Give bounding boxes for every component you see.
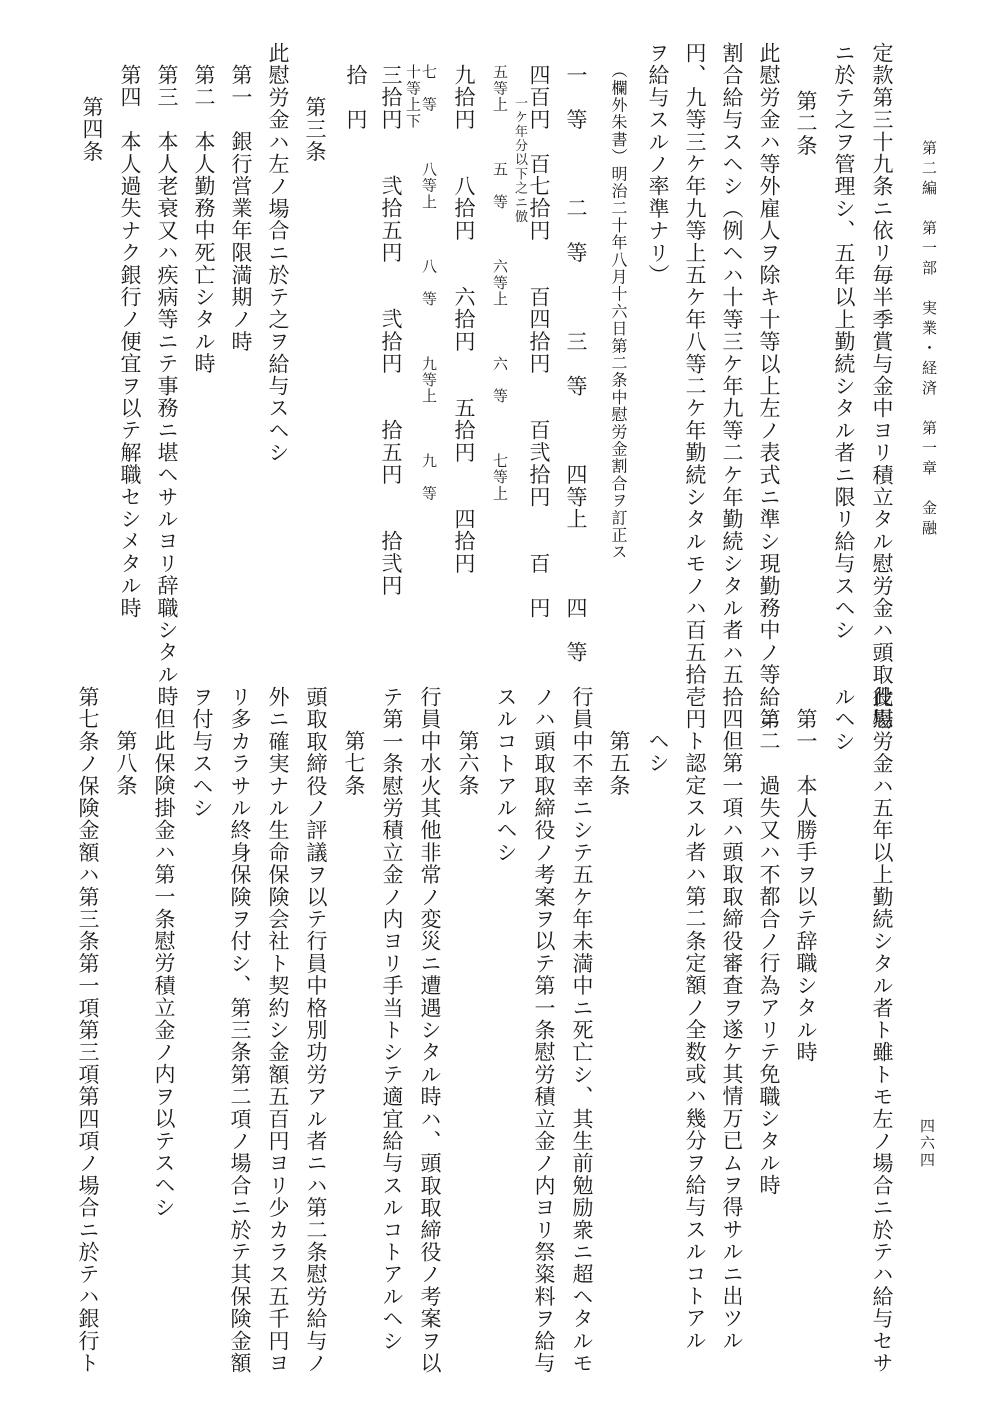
article-heading: 第三条 [303,96,327,163]
article-heading: 第四条 [80,96,104,163]
text-line: 外ニ確実ナル生命保険会社ト契約シ金額五百円ヨリ少カラス五千円ヨ [266,686,290,1375]
text-line: スルコトアルヘシ [494,686,518,864]
text-line: 此慰労金ハ等外雇人ヲ除キ十等以上左ノ表式ニ準シ現勤務中ノ等給ニ [757,42,781,731]
text-line: 第七条ノ保険金額ハ第三条第一項第三項第四項ノ場合ニ於テハ銀行ト [76,686,100,1375]
text-line: ト認定スル者ハ第二条定額ノ全数或ハ幾分ヲ給与スルコトアル [683,730,707,1352]
table-column: 七 等 八等上 八 等 九等上 九 等 [420,64,438,502]
text-line: ノハ頭取取締役ノ考案ヲ以テ第一条慰労積立金ノ内ヨリ祭粢料ヲ給与 [532,686,556,1375]
text-line: 此慰労金ハ五年以上勤続シタル者ト雖トモ左ノ場合ニ於テハ給与セサ [870,686,894,1375]
text-line: ニ於テ之ヲ管理シ、五年以上勤続シタル者ニ限リ給与スヘシ [832,42,856,642]
text-line: テ第一条慰労積立金ノ内ヨリ手当トシテ適宜給与スルコトアルヘシ [380,686,404,1352]
list-item: 第一 本人勝手ヲ以テ辞職シタル時 [794,708,818,1064]
text-line: 此慰労金ハ左ノ場合ニ於テ之ヲ給与スヘシ [266,42,290,464]
table-column: 拾 円 [344,64,368,131]
list-item: 第二 本人勤務中死亡シタル時 [192,64,216,375]
text-line: 定款第三十九条ニ依リ毎半季賞与金中ヨリ積立タル慰労金ハ頭取役場 [870,42,894,731]
table-note: 一ケ年分以下之ニ倣 [512,96,527,224]
text-line: 行員中不幸ニシテ五ケ年未満中ニ死亡シ、其生前勉励衆ニ超ヘタルモ [570,686,594,1375]
table-column: 九拾円 八拾円 六拾円 五拾円 四拾円 [452,64,476,575]
text-line: ルヘシ [832,686,856,753]
running-head: 第二編 第一部 実業・経済 第一章 金融 [920,140,938,540]
text-line: 頭取取締役ノ評議ヲ以テ行員中格別功労アル者ニハ第二条慰労給与ノ [304,686,328,1375]
text-line: 割合給与スヘシ（例ヘハ十等三ケ年九等二ケ年勤続シタル者ハ五拾四 [720,42,744,731]
table-column: 十等上下 [404,64,422,129]
table-column: 一 等 二 等 三 等 四等上 四 等 [564,64,588,664]
list-item: 第四 本人過失ナク銀行ノ便宜ヲ以テ解職セシメタル時 [118,64,142,619]
text-line: ヲ付与スヘシ [190,686,214,820]
article-heading: 第六条 [456,730,480,797]
article-heading: 第八条 [114,730,138,797]
article-heading: 第二条 [794,90,818,157]
text-line: ヲ給与スルノ率準ナリ） [646,42,670,287]
table-column: 四百円 百七拾円 百四拾円 百弐拾円 百 円 [527,64,551,619]
margin-note: （欄外朱書）明治二十年八月十六日第二条中慰労金割合ヲ訂正ス [609,62,628,561]
text-line: ヘシ [646,730,670,775]
text-line: 但第一項ハ頭取取締役審査ヲ遂ケ其情万已ムヲ得サルニ出ツル [720,730,744,1352]
article-heading: 第五条 [607,730,631,797]
text-line: 行員中水火其他非常ノ変災ニ遭遇シタル時ハ、頭取取締役ノ考案ヲ以 [418,686,442,1375]
list-item: 第二 過失又ハ不都合ノ行為アリテ免職シタル時 [757,708,781,1197]
table-column: 三拾円 弐拾五円 弐拾円 拾五円 拾弐円 [379,64,403,597]
list-item: 第一 銀行営業年限満期ノ時 [229,64,253,353]
text-line: リ多カラサル終身保険ヲ付シ、第三条第二項ノ場合ニ於テ其保険金額 [228,686,252,1375]
text-line: 円、九等三ケ年九等上五ケ年八等二ケ年勤続シタルモノハ百五拾壱円 [683,42,707,731]
list-item: 第三 本人老衰又ハ疾病等ニテ事務ニ堪ヘサルヨリ辞職シタル時 [155,64,179,708]
page-number: 四六四 [918,1118,936,1169]
text-line: 但此保険掛金ハ第一条慰労積立金ノ内ヲ以テスヘシ [152,708,176,1219]
table-column: 五等上 五 等 六等上 六 等 七等上 [491,64,509,502]
article-heading: 第七条 [342,730,366,797]
